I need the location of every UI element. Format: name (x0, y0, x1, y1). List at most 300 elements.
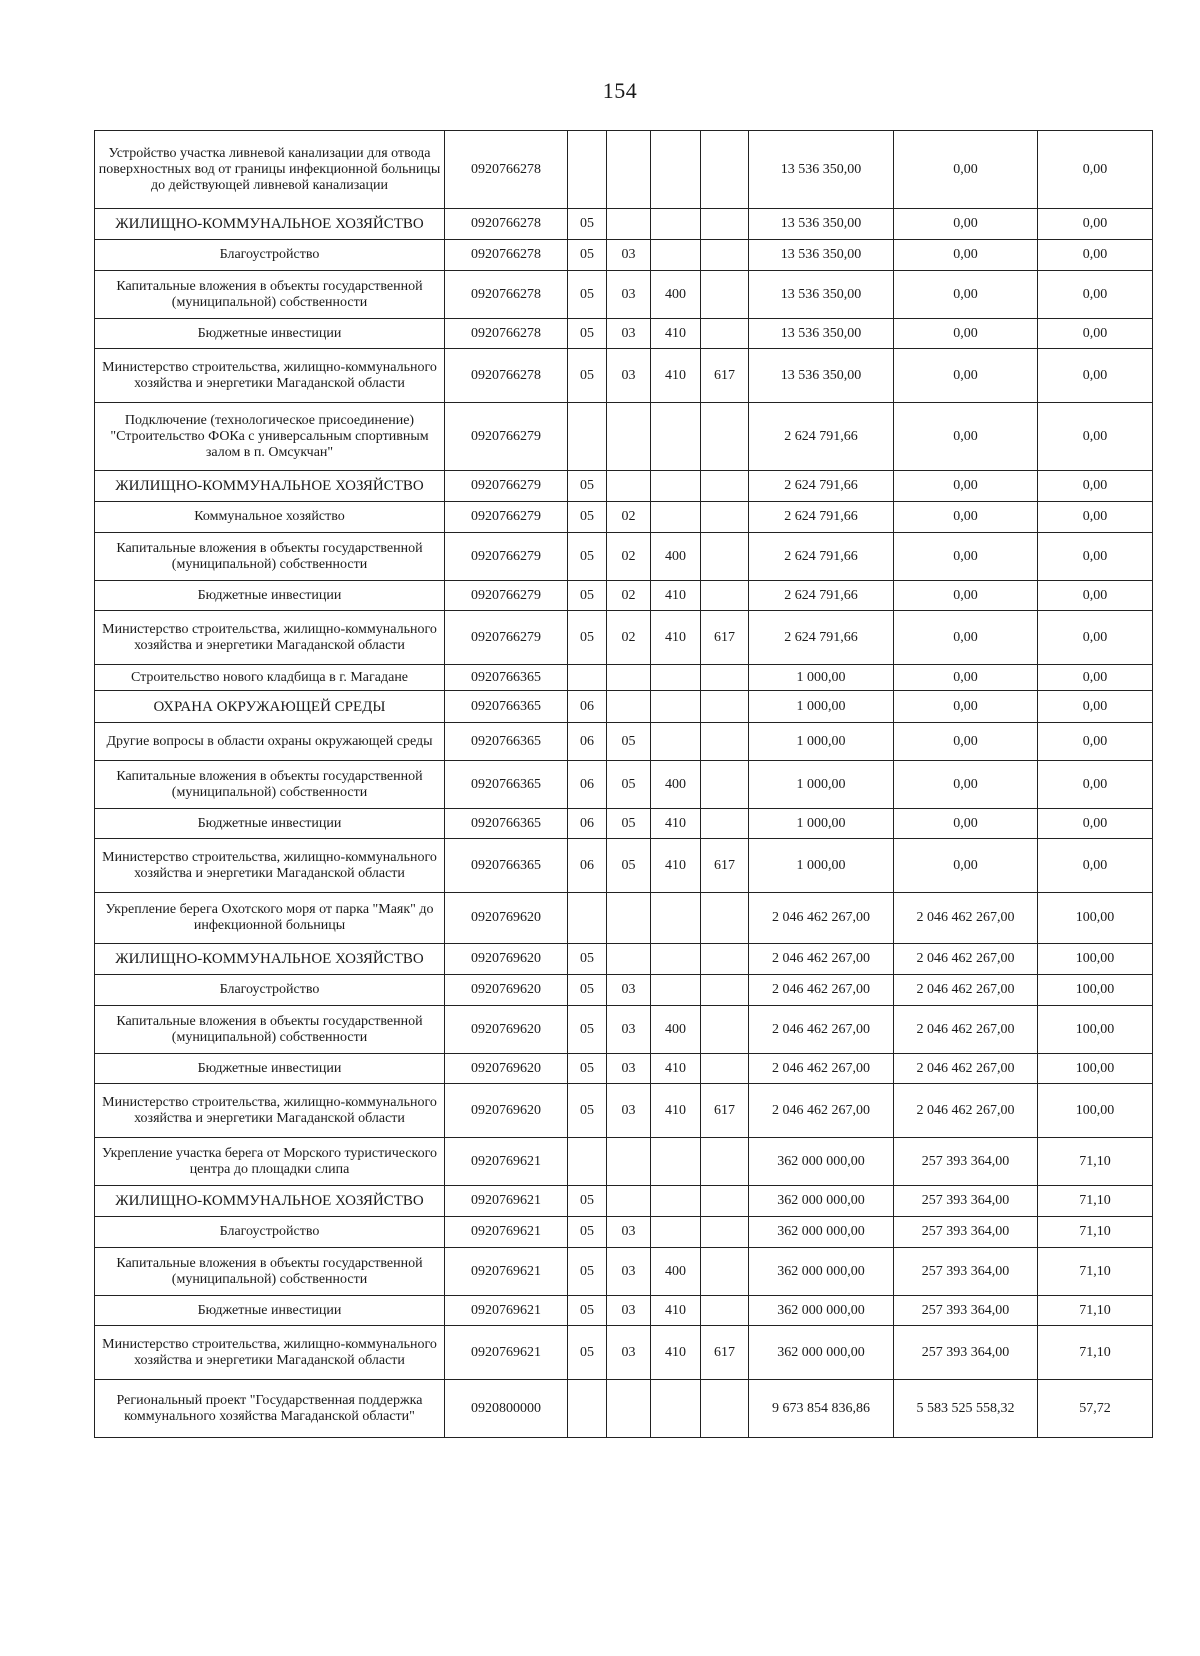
percent-cell: 0,00 (1038, 839, 1153, 893)
plan-amount-cell: 2 046 462 267,00 (749, 975, 894, 1006)
plan-amount-cell: 1 000,00 (749, 809, 894, 839)
table-row (95, 349, 1153, 403)
plan-amount-cell: 2 624 791,66 (749, 581, 894, 611)
expense-type-cell: 410 (651, 839, 701, 893)
table-row (95, 665, 1153, 691)
expense-type-cell: 410 (651, 319, 701, 349)
name-cell: Министерство строительства, жилищно-коммунального хозяйства и энергетики Магаданской области (95, 611, 445, 665)
podrazdel-cell (607, 665, 651, 691)
plan-amount-cell: 362 000 000,00 (749, 1296, 894, 1326)
plan-amount-cell: 2 046 462 267,00 (749, 893, 894, 944)
podrazdel-cell: 03 (607, 975, 651, 1006)
percent-cell: 0,00 (1038, 761, 1153, 809)
grbs-cell (701, 403, 749, 471)
code-cell: 0920766365 (445, 809, 568, 839)
razdel-cell: 05 (568, 1006, 607, 1054)
percent-cell: 57,72 (1038, 1380, 1153, 1438)
percent-cell: 100,00 (1038, 1054, 1153, 1084)
table-row (95, 240, 1153, 271)
name-cell: Благоустройство (95, 1217, 445, 1248)
fact-amount-cell: 2 046 462 267,00 (894, 975, 1038, 1006)
expense-type-cell (651, 975, 701, 1006)
code-cell: 0920766278 (445, 319, 568, 349)
name-cell: Бюджетные инвестиции (95, 809, 445, 839)
fact-amount-cell: 0,00 (894, 691, 1038, 723)
fact-amount-cell: 257 393 364,00 (894, 1138, 1038, 1186)
table-row (95, 1084, 1153, 1138)
name-cell: Капитальные вложения в объекты государственной (муниципальной) собственности (95, 533, 445, 581)
code-cell: 0920769620 (445, 944, 568, 975)
grbs-cell (701, 1217, 749, 1248)
fact-amount-cell: 257 393 364,00 (894, 1186, 1038, 1217)
grbs-cell (701, 1054, 749, 1084)
code-cell: 0920769621 (445, 1296, 568, 1326)
razdel-cell (568, 403, 607, 471)
percent-cell: 100,00 (1038, 1006, 1153, 1054)
podrazdel-cell: 03 (607, 349, 651, 403)
name-cell: ЖИЛИЩНО-КОММУНАЛЬНОЕ ХОЗЯЙСТВО (95, 944, 445, 975)
razdel-cell (568, 1380, 607, 1438)
code-cell: 0920769621 (445, 1186, 568, 1217)
table-row (95, 1138, 1153, 1186)
grbs-cell (701, 131, 749, 209)
name-cell: Бюджетные инвестиции (95, 319, 445, 349)
code-cell: 0920766279 (445, 581, 568, 611)
code-cell: 0920769621 (445, 1248, 568, 1296)
fact-amount-cell: 2 046 462 267,00 (894, 944, 1038, 975)
fact-amount-cell: 2 046 462 267,00 (894, 1006, 1038, 1054)
grbs-cell: 617 (701, 839, 749, 893)
name-cell: Капитальные вложения в объекты государственной (муниципальной) собственности (95, 271, 445, 319)
podrazdel-cell: 03 (607, 1296, 651, 1326)
name-cell: Региональный проект "Государственная поддержка коммунального хозяйства Магаданской области" (95, 1380, 445, 1438)
fact-amount-cell: 257 393 364,00 (894, 1296, 1038, 1326)
expense-type-cell (651, 1380, 701, 1438)
percent-cell: 0,00 (1038, 403, 1153, 471)
grbs-cell (701, 240, 749, 271)
grbs-cell (701, 533, 749, 581)
expense-type-cell: 410 (651, 581, 701, 611)
grbs-cell (701, 809, 749, 839)
grbs-cell (701, 271, 749, 319)
fact-amount-cell: 5 583 525 558,32 (894, 1380, 1038, 1438)
grbs-cell (701, 944, 749, 975)
plan-amount-cell: 1 000,00 (749, 839, 894, 893)
razdel-cell: 06 (568, 839, 607, 893)
podrazdel-cell: 03 (607, 1084, 651, 1138)
percent-cell: 0,00 (1038, 691, 1153, 723)
plan-amount-cell: 362 000 000,00 (749, 1186, 894, 1217)
percent-cell: 0,00 (1038, 240, 1153, 271)
podrazdel-cell: 02 (607, 581, 651, 611)
expense-type-cell: 410 (651, 611, 701, 665)
grbs-cell (701, 1138, 749, 1186)
page-number: 154 (602, 78, 638, 103)
percent-cell: 100,00 (1038, 893, 1153, 944)
fact-amount-cell: 0,00 (894, 839, 1038, 893)
grbs-cell: 617 (701, 611, 749, 665)
plan-amount-cell: 2 624 791,66 (749, 403, 894, 471)
expense-type-cell (651, 944, 701, 975)
plan-amount-cell: 362 000 000,00 (749, 1326, 894, 1380)
podrazdel-cell (607, 691, 651, 723)
grbs-cell (701, 1186, 749, 1217)
razdel-cell: 05 (568, 240, 607, 271)
name-cell: Устройство участка ливневой канализации для отвода поверхностных вод от границы инфекционной больницы до действующей ливневой канализации (95, 131, 445, 209)
percent-cell: 0,00 (1038, 665, 1153, 691)
percent-cell: 0,00 (1038, 611, 1153, 665)
percent-cell: 71,10 (1038, 1217, 1153, 1248)
expense-type-cell (651, 209, 701, 240)
fact-amount-cell: 0,00 (894, 665, 1038, 691)
podrazdel-cell (607, 131, 651, 209)
expense-type-cell (651, 240, 701, 271)
fact-amount-cell: 0,00 (894, 319, 1038, 349)
budget-table-body (95, 131, 1153, 1438)
code-cell: 0920766278 (445, 271, 568, 319)
grbs-cell (701, 723, 749, 761)
fact-amount-cell: 2 046 462 267,00 (894, 893, 1038, 944)
grbs-cell (701, 209, 749, 240)
fact-amount-cell: 257 393 364,00 (894, 1217, 1038, 1248)
grbs-cell (701, 319, 749, 349)
fact-amount-cell: 0,00 (894, 533, 1038, 581)
name-cell: ЖИЛИЩНО-КОММУНАЛЬНОЕ ХОЗЯЙСТВО (95, 1186, 445, 1217)
table-row (95, 471, 1153, 502)
name-cell: Укрепление участка берега от Морского туристического центра до площадки слипа (95, 1138, 445, 1186)
razdel-cell: 05 (568, 349, 607, 403)
grbs-cell (701, 471, 749, 502)
grbs-cell: 617 (701, 1326, 749, 1380)
razdel-cell (568, 665, 607, 691)
razdel-cell: 05 (568, 944, 607, 975)
table-row (95, 893, 1153, 944)
plan-amount-cell: 9 673 854 836,86 (749, 1380, 894, 1438)
razdel-cell: 05 (568, 471, 607, 502)
podrazdel-cell (607, 1186, 651, 1217)
table-row (95, 975, 1153, 1006)
plan-amount-cell: 2 624 791,66 (749, 471, 894, 502)
podrazdel-cell (607, 209, 651, 240)
percent-cell: 0,00 (1038, 809, 1153, 839)
name-cell: Капитальные вложения в объекты государственной (муниципальной) собственности (95, 1248, 445, 1296)
percent-cell: 100,00 (1038, 1084, 1153, 1138)
grbs-cell (701, 1296, 749, 1326)
razdel-cell: 05 (568, 1326, 607, 1380)
fact-amount-cell: 0,00 (894, 611, 1038, 665)
podrazdel-cell (607, 403, 651, 471)
plan-amount-cell: 13 536 350,00 (749, 319, 894, 349)
table-row (95, 691, 1153, 723)
table-row (95, 1326, 1153, 1380)
name-cell: Бюджетные инвестиции (95, 581, 445, 611)
percent-cell: 0,00 (1038, 581, 1153, 611)
podrazdel-cell: 03 (607, 271, 651, 319)
razdel-cell (568, 131, 607, 209)
percent-cell: 71,10 (1038, 1186, 1153, 1217)
razdel-cell: 05 (568, 209, 607, 240)
table-row (95, 502, 1153, 533)
name-cell: ОХРАНА ОКРУЖАЮЩЕЙ СРЕДЫ (95, 691, 445, 723)
grbs-cell (701, 975, 749, 1006)
podrazdel-cell (607, 944, 651, 975)
percent-cell: 0,00 (1038, 131, 1153, 209)
percent-cell: 0,00 (1038, 271, 1153, 319)
fact-amount-cell: 2 046 462 267,00 (894, 1084, 1038, 1138)
plan-amount-cell: 1 000,00 (749, 665, 894, 691)
plan-amount-cell: 2 046 462 267,00 (749, 1084, 894, 1138)
razdel-cell: 06 (568, 691, 607, 723)
plan-amount-cell: 13 536 350,00 (749, 209, 894, 240)
razdel-cell: 05 (568, 1054, 607, 1084)
plan-amount-cell: 1 000,00 (749, 761, 894, 809)
podrazdel-cell: 05 (607, 723, 651, 761)
expense-type-cell (651, 403, 701, 471)
razdel-cell: 05 (568, 1296, 607, 1326)
code-cell: 0920766365 (445, 665, 568, 691)
code-cell: 0920766278 (445, 209, 568, 240)
expense-type-cell: 410 (651, 1054, 701, 1084)
fact-amount-cell: 2 046 462 267,00 (894, 1054, 1038, 1084)
code-cell: 0920769621 (445, 1138, 568, 1186)
percent-cell: 100,00 (1038, 975, 1153, 1006)
razdel-cell: 05 (568, 271, 607, 319)
grbs-cell (701, 761, 749, 809)
plan-amount-cell: 2 624 791,66 (749, 502, 894, 533)
name-cell: Бюджетные инвестиции (95, 1054, 445, 1084)
podrazdel-cell: 03 (607, 1326, 651, 1380)
name-cell: Благоустройство (95, 975, 445, 1006)
expense-type-cell (651, 691, 701, 723)
table-row (95, 209, 1153, 240)
plan-amount-cell: 13 536 350,00 (749, 349, 894, 403)
code-cell: 0920766365 (445, 723, 568, 761)
grbs-cell (701, 581, 749, 611)
podrazdel-cell: 03 (607, 1248, 651, 1296)
razdel-cell: 05 (568, 1084, 607, 1138)
table-row (95, 1296, 1153, 1326)
code-cell: 0920766279 (445, 502, 568, 533)
table-row (95, 809, 1153, 839)
plan-amount-cell: 362 000 000,00 (749, 1248, 894, 1296)
plan-amount-cell: 13 536 350,00 (749, 131, 894, 209)
code-cell: 0920769620 (445, 975, 568, 1006)
table-row (95, 1054, 1153, 1084)
name-cell: Министерство строительства, жилищно-коммунального хозяйства и энергетики Магаданской области (95, 839, 445, 893)
fact-amount-cell: 0,00 (894, 271, 1038, 319)
podrazdel-cell: 03 (607, 1217, 651, 1248)
code-cell: 0920766365 (445, 691, 568, 723)
fact-amount-cell: 0,00 (894, 403, 1038, 471)
razdel-cell: 05 (568, 975, 607, 1006)
expense-type-cell: 400 (651, 271, 701, 319)
expense-type-cell: 410 (651, 1296, 701, 1326)
razdel-cell (568, 893, 607, 944)
expense-type-cell (651, 131, 701, 209)
code-cell: 0920769620 (445, 893, 568, 944)
expense-type-cell (651, 893, 701, 944)
table-row (95, 761, 1153, 809)
table-row (95, 403, 1153, 471)
podrazdel-cell: 03 (607, 1006, 651, 1054)
name-cell: Министерство строительства, жилищно-коммунального хозяйства и энергетики Магаданской области (95, 1326, 445, 1380)
razdel-cell (568, 1138, 607, 1186)
razdel-cell: 06 (568, 761, 607, 809)
expense-type-cell (651, 723, 701, 761)
expense-type-cell: 400 (651, 1248, 701, 1296)
table-row (95, 611, 1153, 665)
expense-type-cell: 410 (651, 349, 701, 403)
expense-type-cell: 400 (651, 1006, 701, 1054)
name-cell: Капитальные вложения в объекты государственной (муниципальной) собственности (95, 1006, 445, 1054)
podrazdel-cell (607, 471, 651, 502)
plan-amount-cell: 362 000 000,00 (749, 1217, 894, 1248)
percent-cell: 0,00 (1038, 209, 1153, 240)
expense-type-cell (651, 1138, 701, 1186)
table-row (95, 1380, 1153, 1438)
fact-amount-cell: 0,00 (894, 581, 1038, 611)
code-cell: 0920766365 (445, 839, 568, 893)
name-cell: Строительство нового кладбища в г. Магадане (95, 665, 445, 691)
grbs-cell (701, 665, 749, 691)
percent-cell: 71,10 (1038, 1326, 1153, 1380)
code-cell: 0920769621 (445, 1326, 568, 1380)
expense-type-cell (651, 665, 701, 691)
code-cell: 0920769620 (445, 1084, 568, 1138)
budget-table (94, 130, 1153, 1438)
name-cell: Подключение (технологическое присоединение) "Строительство ФОКа с универсальным спортивным залом в п. Омсукчан" (95, 403, 445, 471)
podrazdel-cell (607, 1138, 651, 1186)
fact-amount-cell: 0,00 (894, 502, 1038, 533)
grbs-cell (701, 502, 749, 533)
table-row (95, 1217, 1153, 1248)
name-cell: Коммунальное хозяйство (95, 502, 445, 533)
name-cell: Укрепление берега Охотского моря от парка "Маяк" до инфекционной больницы (95, 893, 445, 944)
fact-amount-cell: 0,00 (894, 349, 1038, 403)
grbs-cell (701, 1380, 749, 1438)
grbs-cell (701, 1006, 749, 1054)
code-cell: 0920769620 (445, 1006, 568, 1054)
code-cell: 0920766278 (445, 131, 568, 209)
fact-amount-cell: 0,00 (894, 209, 1038, 240)
plan-amount-cell: 2 624 791,66 (749, 611, 894, 665)
expense-type-cell: 410 (651, 1326, 701, 1380)
plan-amount-cell: 1 000,00 (749, 691, 894, 723)
podrazdel-cell: 05 (607, 839, 651, 893)
expense-type-cell (651, 1217, 701, 1248)
razdel-cell: 06 (568, 723, 607, 761)
podrazdel-cell: 03 (607, 240, 651, 271)
podrazdel-cell: 05 (607, 761, 651, 809)
expense-type-cell: 410 (651, 1084, 701, 1138)
percent-cell: 71,10 (1038, 1138, 1153, 1186)
table-row (95, 533, 1153, 581)
percent-cell: 0,00 (1038, 319, 1153, 349)
expense-type-cell: 400 (651, 533, 701, 581)
razdel-cell: 05 (568, 533, 607, 581)
code-cell: 0920766279 (445, 471, 568, 502)
razdel-cell: 05 (568, 611, 607, 665)
table-row (95, 944, 1153, 975)
code-cell: 0920766278 (445, 349, 568, 403)
name-cell: Другие вопросы в области охраны окружающей среды (95, 723, 445, 761)
percent-cell: 71,10 (1038, 1296, 1153, 1326)
plan-amount-cell: 2 046 462 267,00 (749, 1006, 894, 1054)
fact-amount-cell: 257 393 364,00 (894, 1248, 1038, 1296)
podrazdel-cell (607, 1380, 651, 1438)
podrazdel-cell: 02 (607, 533, 651, 581)
table-row (95, 319, 1153, 349)
name-cell: Бюджетные инвестиции (95, 1296, 445, 1326)
podrazdel-cell: 05 (607, 809, 651, 839)
percent-cell: 0,00 (1038, 533, 1153, 581)
table-row (95, 1006, 1153, 1054)
fact-amount-cell: 0,00 (894, 761, 1038, 809)
plan-amount-cell: 2 046 462 267,00 (749, 1054, 894, 1084)
percent-cell: 0,00 (1038, 471, 1153, 502)
expense-type-cell: 410 (651, 809, 701, 839)
table-row (95, 839, 1153, 893)
percent-cell: 0,00 (1038, 723, 1153, 761)
plan-amount-cell: 362 000 000,00 (749, 1138, 894, 1186)
expense-type-cell (651, 1186, 701, 1217)
percent-cell: 71,10 (1038, 1248, 1153, 1296)
razdel-cell: 05 (568, 319, 607, 349)
name-cell: ЖИЛИЩНО-КОММУНАЛЬНОЕ ХОЗЯЙСТВО (95, 209, 445, 240)
grbs-cell (701, 691, 749, 723)
razdel-cell: 05 (568, 1186, 607, 1217)
plan-amount-cell: 2 046 462 267,00 (749, 944, 894, 975)
code-cell: 0920769621 (445, 1217, 568, 1248)
podrazdel-cell: 02 (607, 611, 651, 665)
name-cell: Благоустройство (95, 240, 445, 271)
grbs-cell (701, 893, 749, 944)
fact-amount-cell: 257 393 364,00 (894, 1326, 1038, 1380)
table-row (95, 271, 1153, 319)
plan-amount-cell: 13 536 350,00 (749, 271, 894, 319)
name-cell: ЖИЛИЩНО-КОММУНАЛЬНОЕ ХОЗЯЙСТВО (95, 471, 445, 502)
grbs-cell (701, 1248, 749, 1296)
percent-cell: 100,00 (1038, 944, 1153, 975)
fact-amount-cell: 0,00 (894, 240, 1038, 271)
expense-type-cell (651, 471, 701, 502)
code-cell: 0920766279 (445, 403, 568, 471)
grbs-cell: 617 (701, 1084, 749, 1138)
expense-type-cell: 400 (651, 761, 701, 809)
plan-amount-cell: 1 000,00 (749, 723, 894, 761)
razdel-cell: 05 (568, 1248, 607, 1296)
podrazdel-cell: 03 (607, 1054, 651, 1084)
razdel-cell: 05 (568, 581, 607, 611)
code-cell: 0920800000 (445, 1380, 568, 1438)
fact-amount-cell: 0,00 (894, 723, 1038, 761)
code-cell: 0920766279 (445, 611, 568, 665)
razdel-cell: 06 (568, 809, 607, 839)
plan-amount-cell: 2 624 791,66 (749, 533, 894, 581)
code-cell: 0920769620 (445, 1054, 568, 1084)
code-cell: 0920766278 (445, 240, 568, 271)
podrazdel-cell (607, 893, 651, 944)
table-row (95, 1248, 1153, 1296)
percent-cell: 0,00 (1038, 502, 1153, 533)
code-cell: 0920766365 (445, 761, 568, 809)
fact-amount-cell: 0,00 (894, 809, 1038, 839)
table-row (95, 131, 1153, 209)
table-row (95, 723, 1153, 761)
table-row (95, 581, 1153, 611)
percent-cell: 0,00 (1038, 349, 1153, 403)
podrazdel-cell: 02 (607, 502, 651, 533)
